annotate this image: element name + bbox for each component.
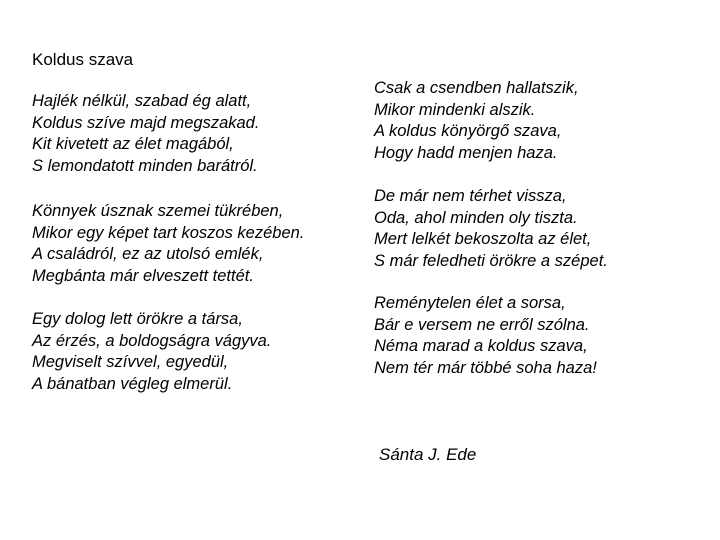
poem-line: Mikor mindenki alszik. — [374, 100, 536, 119]
poem-line: Csak a csendben hallatszik, — [374, 79, 579, 97]
poem-line: Hajlék nélkül, szabad ég alatt, — [32, 92, 252, 110]
poem-line: Bár e versem ne erről szólna. — [374, 315, 590, 334]
poem-line: Néma marad a koldus szava, — [374, 337, 588, 355]
poem-line: Oda, ahol minden oly tiszta. — [374, 208, 578, 227]
poem-line: A családról, ez az utolsó emlék, — [32, 245, 264, 263]
poem-line: A bánatban végleg elmerül. — [32, 374, 233, 393]
poem-line: Megviselt szívvel, egyedül, — [32, 353, 229, 371]
poem-line: Az érzés, a boldogságra vágyva. — [32, 331, 272, 350]
poem-line: Hogy hadd menjen haza. — [374, 143, 558, 162]
poem-line: Mert lelkét bekoszolta az élet, — [374, 230, 592, 248]
poem-line: S lemondatott minden barátról. — [32, 156, 258, 175]
poem-line: A koldus könyörgő szava, — [374, 122, 562, 140]
poem-line: Nem tér már többé soha haza! — [374, 358, 597, 377]
poem-title: Koldus szava — [32, 50, 134, 69]
stanza — [32, 91, 259, 177]
stanza — [32, 201, 304, 287]
poem-line: Egy dolog lett örökre a társa, — [32, 310, 243, 328]
stanza — [374, 78, 579, 164]
poem-line: Koldus szíve majd megszakad. — [32, 113, 260, 132]
stanza — [374, 293, 597, 379]
stanza — [374, 186, 608, 272]
poem-line: S már feledheti örökre a szépet. — [374, 251, 608, 270]
poem-line: Kit kivetett az élet magából, — [32, 135, 234, 153]
poem-line: De már nem térhet vissza, — [374, 187, 567, 205]
poem-author: Sánta J. Ede — [379, 445, 477, 464]
poem-line: Megbánta már elveszett tettét. — [32, 266, 254, 285]
poem-line: Reménytelen élet a sorsa, — [374, 294, 566, 312]
poem-line: Könnyek úsznak szemei tükrében, — [32, 202, 284, 220]
stanza — [32, 309, 271, 395]
poem-line: Mikor egy képet tart koszos kezében. — [32, 223, 305, 242]
